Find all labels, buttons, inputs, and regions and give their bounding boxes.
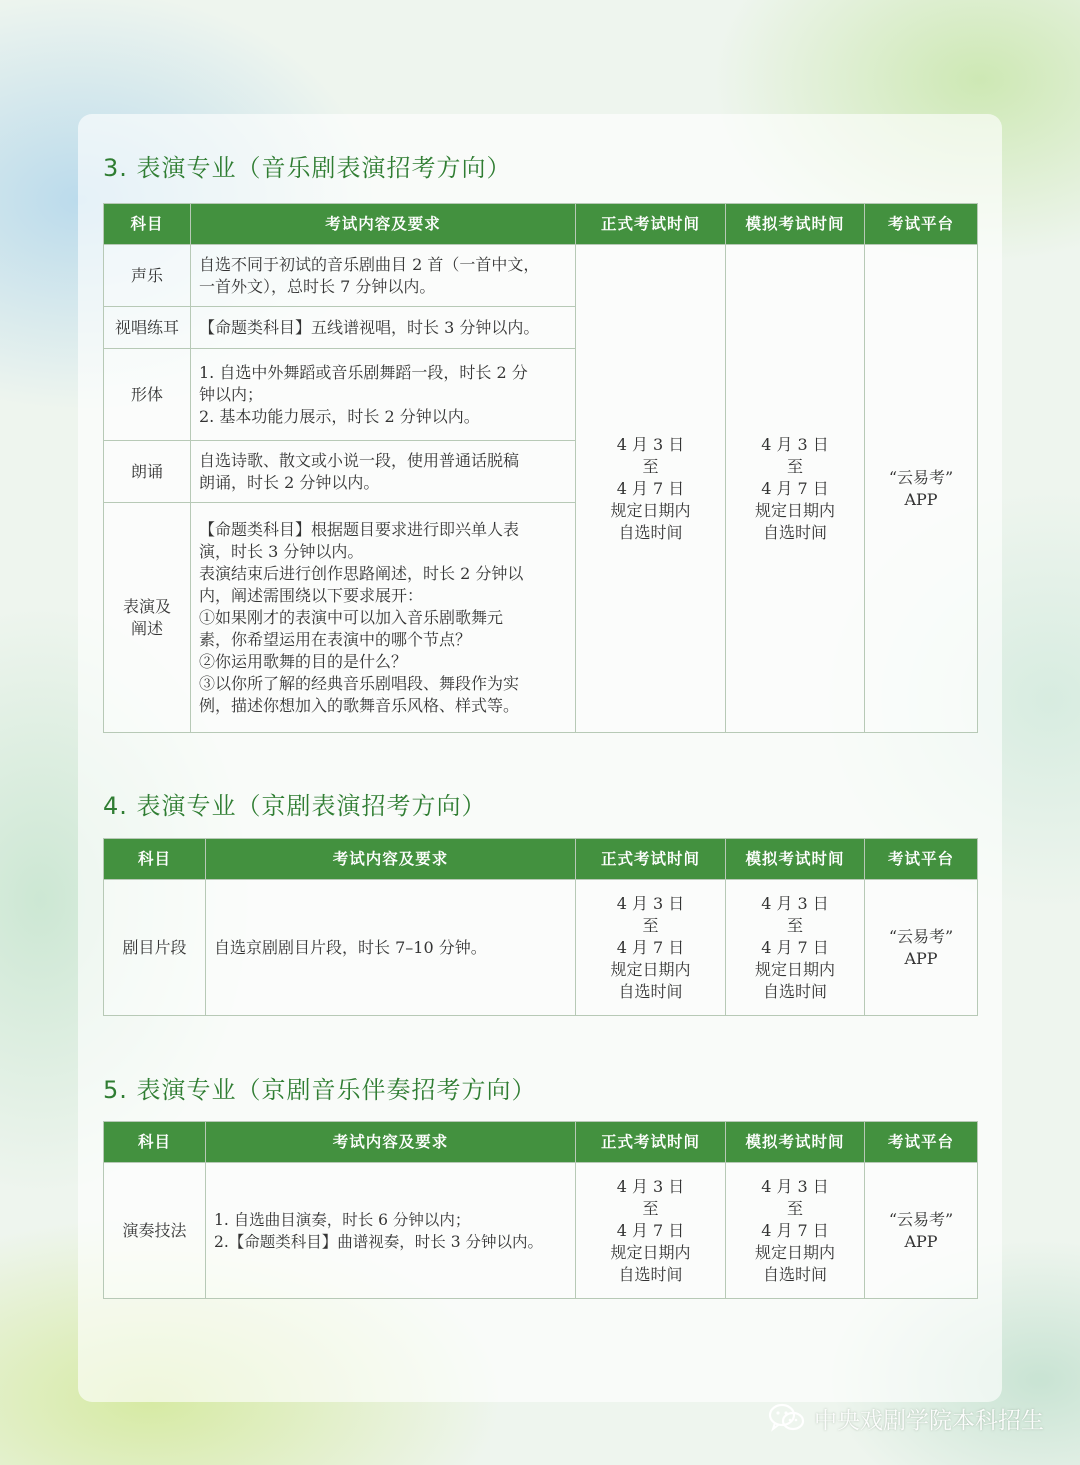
header-subject: 科目 (104, 1122, 206, 1163)
content-cell (191, 503, 576, 733)
content-line: ②你运用歌舞的目的是什么？ (199, 651, 408, 671)
formal-time-cell (576, 880, 726, 1016)
formal-time-cell (576, 245, 726, 733)
content-line: 表演结束后进行创作思路阐述，时长 2 分钟以 (199, 563, 524, 583)
subject-cell: 声乐 (104, 245, 191, 307)
platform-line: “云易考” (888, 467, 954, 487)
time-line: 自选时间 (762, 1264, 827, 1284)
content-line: 【命题类科目】根据题目要求进行即兴单人表 (199, 519, 520, 539)
time-line: 至 (642, 1198, 659, 1218)
time-line: 4 月 7 日 (616, 1220, 685, 1240)
content-line: 朗诵，时长 2 分钟以内。 (199, 472, 380, 492)
header-content: 考试内容及要求 (191, 204, 576, 245)
time-line: 4 月 3 日 (616, 434, 685, 454)
content-line: 1. 自选曲目演奏，时长 6 分钟以内； (214, 1210, 471, 1229)
subject-text: 表演及阐述 (122, 596, 171, 638)
table-row (104, 1163, 978, 1299)
header-formal-time: 正式考试时间 (576, 839, 726, 880)
time-line: 规定日期内 (610, 500, 691, 520)
time-line: 自选时间 (618, 1264, 683, 1284)
exam-table (103, 1121, 978, 1299)
content-line: 自选不同于初试的音乐剧曲目 2 首（一首中文， (199, 254, 540, 274)
content-line: 一首外文），总时长 7 分钟以内。 (199, 276, 436, 296)
watermark-text: 中央戏剧学院本科招生 (814, 1407, 1044, 1434)
time-line: 至 (786, 915, 803, 935)
time-line: 规定日期内 (754, 959, 835, 979)
formal-time-cell (576, 1163, 726, 1299)
time-line: 规定日期内 (754, 500, 835, 520)
time-line: 4 月 7 日 (761, 1220, 829, 1240)
content-line: 自选京剧剧目片段，时长 7–10 分钟。 (214, 937, 487, 957)
content-line: 素，你希望运用在表演中的哪个节点？ (199, 629, 472, 649)
time-line: 至 (786, 456, 803, 476)
time-line: 规定日期内 (610, 1242, 691, 1262)
time-line: 规定日期内 (754, 1242, 835, 1262)
header-mock-time: 模拟考试时间 (726, 204, 865, 245)
content-line: ①如果刚才的表演中可以加入音乐剧歌舞元 (199, 607, 504, 627)
time-line: 至 (642, 456, 659, 476)
time-line: 至 (786, 1198, 803, 1218)
platform-line: APP (904, 948, 938, 968)
exam-table (103, 838, 978, 1016)
platform-cell (865, 1163, 978, 1299)
header-mock-time: 模拟考试时间 (726, 839, 865, 880)
time-line: 规定日期内 (610, 959, 691, 979)
content-cell (191, 307, 576, 349)
content-line: ③以你所了解的经典音乐剧唱段、舞段作为实 (199, 673, 520, 693)
subject-cell: 视唱练耳 (104, 307, 191, 349)
time-line: 4 月 7 日 (761, 937, 829, 957)
platform-cell (865, 245, 978, 733)
header-platform: 考试平台 (865, 839, 978, 880)
content-cell (191, 245, 576, 307)
content-line: 例，描述你想加入的歌舞音乐风格、样式等。 (199, 695, 520, 715)
content-line: 2. 基本功能力展示，时长 2 分钟以内。 (199, 406, 480, 426)
content-line: 演，时长 3 分钟以内。 (199, 541, 364, 561)
header-content: 考试内容及要求 (206, 1122, 576, 1163)
watermark (768, 1402, 1044, 1434)
content-line: 内，阐述需围绕以下要求展开： (199, 585, 424, 605)
header-mock-time: 模拟考试时间 (726, 1122, 865, 1163)
platform-line: APP (904, 1231, 938, 1251)
subject-cell: 形体 (104, 349, 191, 441)
content-line: 【命题类科目】五线谱视唱，时长 3 分钟以内。 (199, 317, 540, 337)
time-line: 4 月 3 日 (761, 434, 829, 454)
section-title: 4. 表演专业（京剧表演招考方向） (103, 792, 487, 820)
time-line: 4 月 3 日 (761, 893, 829, 913)
platform-line: APP (904, 489, 938, 509)
subject-cell (104, 503, 191, 733)
platform-line: “云易考” (888, 1209, 954, 1229)
platform-line: “云易考” (888, 926, 954, 946)
time-line: 4 月 3 日 (616, 1176, 685, 1196)
subject-cell: 演奏技法 (104, 1163, 206, 1299)
header-content: 考试内容及要求 (206, 839, 576, 880)
table-header-row (104, 204, 978, 245)
header-formal-time: 正式考试时间 (576, 204, 726, 245)
content-line: 2.【命题类科目】曲谱视奏，时长 3 分钟以内。 (214, 1232, 544, 1251)
mock-time-cell (726, 245, 865, 733)
time-line: 至 (642, 915, 659, 935)
header-platform: 考试平台 (865, 1122, 978, 1163)
section-title: 3. 表演专业（音乐剧表演招考方向） (103, 154, 512, 182)
content-cell (191, 349, 576, 441)
time-line: 自选时间 (618, 981, 683, 1001)
table-header-row (104, 839, 978, 880)
content-cell (206, 880, 576, 1016)
time-line: 4 月 3 日 (616, 893, 685, 913)
table-row (104, 245, 978, 307)
time-line: 4 月 7 日 (761, 478, 829, 498)
content-cell (206, 1163, 576, 1299)
content-cell (191, 441, 576, 503)
time-line: 4 月 7 日 (616, 478, 685, 498)
mock-time-cell (726, 880, 865, 1016)
content-line: 自选诗歌、散文或小说一段，使用普通话脱稿 (199, 450, 520, 470)
header-platform: 考试平台 (865, 204, 978, 245)
subject-cell: 剧目片段 (104, 880, 206, 1016)
header-subject: 科目 (104, 204, 191, 245)
content-line: 钟以内； (199, 384, 264, 404)
wechat-icon (768, 1403, 806, 1433)
platform-cell (865, 880, 978, 1016)
section-title: 5. 表演专业（京剧音乐伴奏招考方向） (103, 1076, 537, 1104)
time-line: 自选时间 (762, 981, 827, 1001)
time-line: 自选时间 (762, 522, 827, 542)
table-header-row (104, 1122, 978, 1163)
mock-time-cell (726, 1163, 865, 1299)
time-line: 自选时间 (618, 522, 683, 542)
table-row (104, 880, 978, 1016)
time-line: 4 月 3 日 (761, 1176, 829, 1196)
time-line: 4 月 7 日 (616, 937, 685, 957)
subject-cell: 朗诵 (104, 441, 191, 503)
header-subject: 科目 (104, 839, 206, 880)
header-formal-time: 正式考试时间 (576, 1122, 726, 1163)
exam-table (103, 203, 978, 733)
content-line: 1. 自选中外舞蹈或音乐剧舞蹈一段，时长 2 分 (199, 362, 528, 382)
